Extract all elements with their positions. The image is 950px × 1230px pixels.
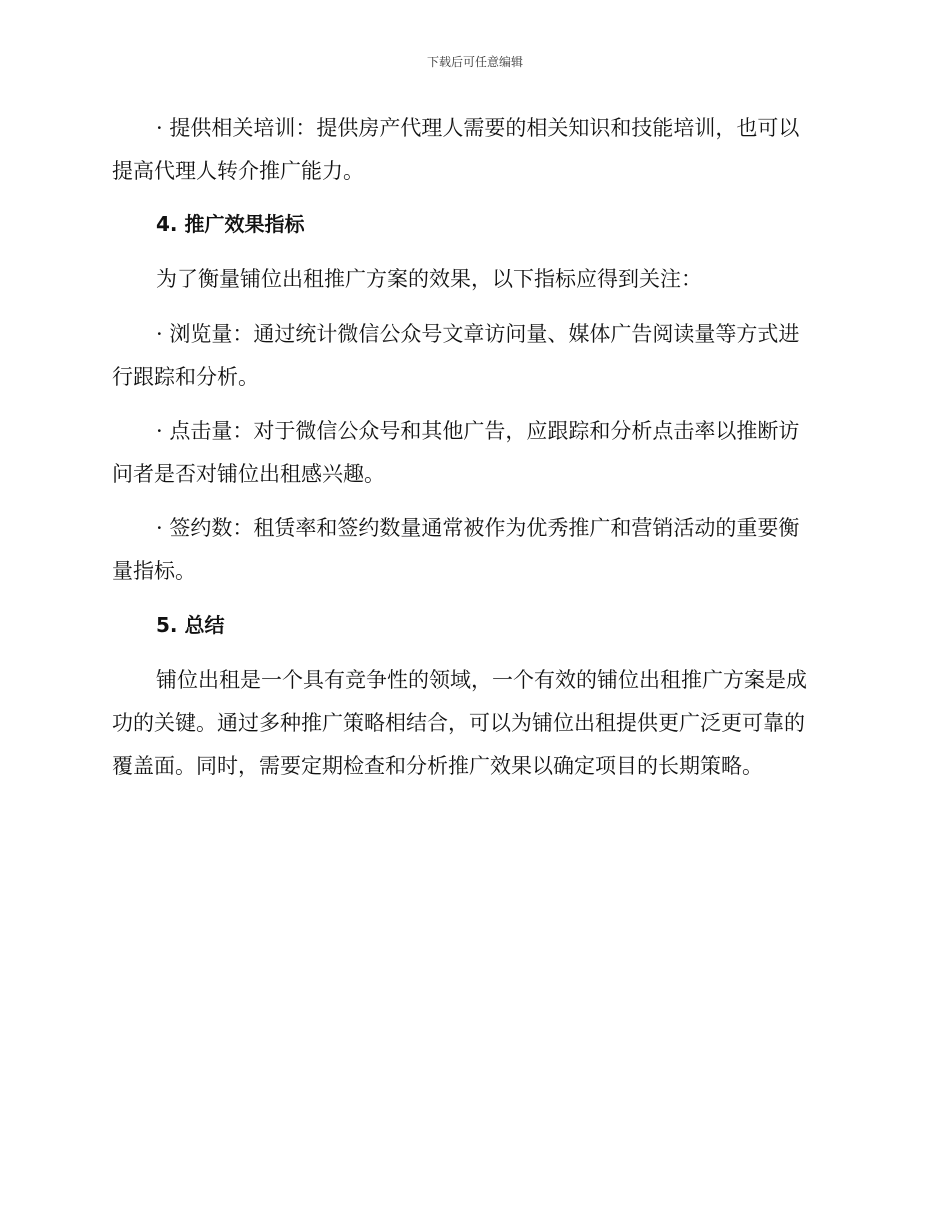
section-5-heading: 5. 总结 [156,613,225,637]
summary-line-2: 功的关键。通过多种推广策略相结合，可以为铺位出租提供更广泛更可靠的 [112,711,805,735]
page-header: 下载后可任意编辑 [426,55,523,69]
section-4-intro: 为了衡量铺位出租推广方案的效果，以下指标应得到关注： [156,267,702,291]
bullet-clicks-line-2: 问者是否对铺位出租感兴趣。 [112,462,385,486]
summary-line-1: 铺位出租是一个具有竞争性的领域，一个有效的铺位出租推广方案是成 [156,668,807,692]
training-bullet-line-2: 提高代理人转介推广能力。 [112,159,364,183]
bullet-pageviews-line-1: · 浏览量：通过统计微信公众号文章访问量、媒体广告阅读量等方式进 [156,322,800,346]
section-4-heading: 4. 推广效果指标 [156,212,305,236]
summary-line-3: 覆盖面。同时，需要定期检查和分析推广效果以确定项目的长期策略。 [112,754,763,778]
training-bullet-line-1: · 提供相关培训：提供房产代理人需要的相关知识和技能培训，也可以 [156,116,800,140]
bullet-clicks-line-1: · 点击量：对于微信公众号和其他广告，应跟踪和分析点击率以推断访 [156,419,800,443]
bullet-pageviews-line-2: 行跟踪和分析。 [112,365,259,389]
bullet-signings-line-1: · 签约数：租赁率和签约数量通常被作为优秀推广和营销活动的重要衡 [156,516,800,540]
bullet-signings-line-2: 量指标。 [112,559,196,583]
